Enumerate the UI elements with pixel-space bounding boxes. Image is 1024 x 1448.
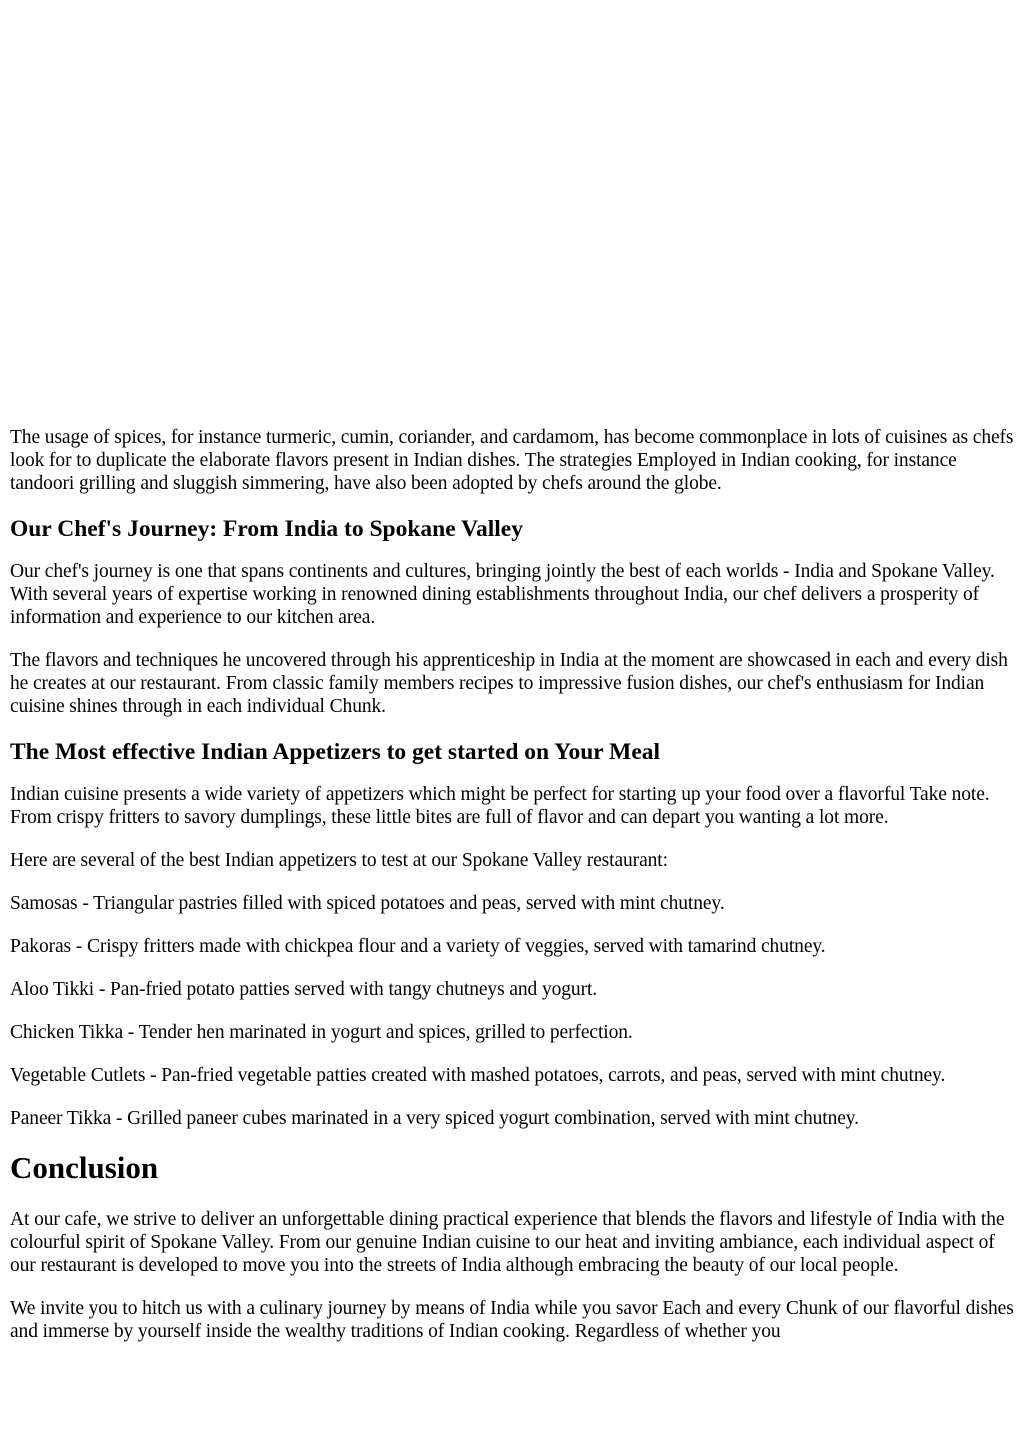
chef-paragraph-1: Our chef's journey is one that spans continents and cultures, bringing jointly the best of each worlds - India and Spokane Valley. With several years of expertise working in renowned dining establishments throughout India, our chef delivers a prosperity of information and experience to our kitchen area.: [10, 561, 995, 628]
blank-top-area: [0, 0, 1024, 426]
conclusion-paragraph-1: At our cafe, we strive to deliver an unforgettable dining practical experience that blends the flavors and lifestyle of India with the colourful spirit of Spokane Valley. From our genuine Indian cuisine to our heat and inviting ambiance, each individual aspect of our restaurant is developed to move you into the streets of India although embracing the beauty of our local people.: [10, 1209, 1005, 1276]
article-body: [10, 426, 1018, 1363]
appetizer-item: Paneer Tikka - Grilled paneer cubes marinated in a very spiced yogurt combination, served with mint chutney.: [10, 1108, 859, 1129]
conclusion-heading: Conclusion: [10, 1150, 159, 1185]
chef-journey-heading: Our Chef's Journey: From India to Spokane Valley: [10, 516, 523, 542]
chef-paragraph-2: The flavors and techniques he uncovered through his apprenticeship in India at the moment are showcased in each and every dish he creates at our restaurant. From classic family members recipes to impressive fusion dishes, our chef's enthusiasm for Indian cuisine shines through in each individual Chunk.: [10, 650, 1008, 717]
appetizers-heading: The Most effective Indian Appetizers to get started on Your Meal: [10, 739, 661, 765]
appetizer-item: Aloo Tikki - Pan-fried potato patties served with tangy chutneys and yogurt.: [10, 979, 598, 1000]
appetizer-item: Samosas - Triangular pastries filled with spiced potatoes and peas, served with mint chutney.: [10, 893, 725, 914]
appetizers-paragraph-2: Here are several of the best Indian appetizers to test at our Spokane Valley restaurant:: [10, 850, 668, 871]
appetizers-paragraph-1: Indian cuisine presents a wide variety of appetizers which might be perfect for starting up your food over a flavorful Take note. From crispy fritters to savory dumplings, these little bites are full of flavor and can depart you wanting a lot more.: [10, 784, 990, 828]
conclusion-paragraph-2: We invite you to hitch us with a culinary journey by means of India while you savor Each and every Chunk of our flavorful dishes and immerse by yourself inside the wealthy traditions of Indian cooking. Regardless of whether you: [10, 1298, 1014, 1342]
appetizer-item: Vegetable Cutlets - Pan-fried vegetable patties created with mashed potatoes, carrots, and peas, served with mint chutney.: [10, 1065, 946, 1086]
appetizer-item: Pakoras - Crispy fritters made with chickpea flour and a variety of veggies, served with tamarind chutney.: [10, 936, 826, 957]
appetizer-item: Chicken Tikka - Tender hen marinated in yogurt and spices, grilled to perfection.: [10, 1022, 633, 1043]
intro-paragraph: The usage of spices, for instance turmeric, cumin, coriander, and cardamom, has become commonplace in lots of cuisines as chefs look for to duplicate the elaborate flavors present in Indian dishes. The strategies Employed in Indian cooking, for instance tandoori grilling and sluggish simmering, have also been adopted by chefs around the globe.: [10, 427, 1014, 494]
